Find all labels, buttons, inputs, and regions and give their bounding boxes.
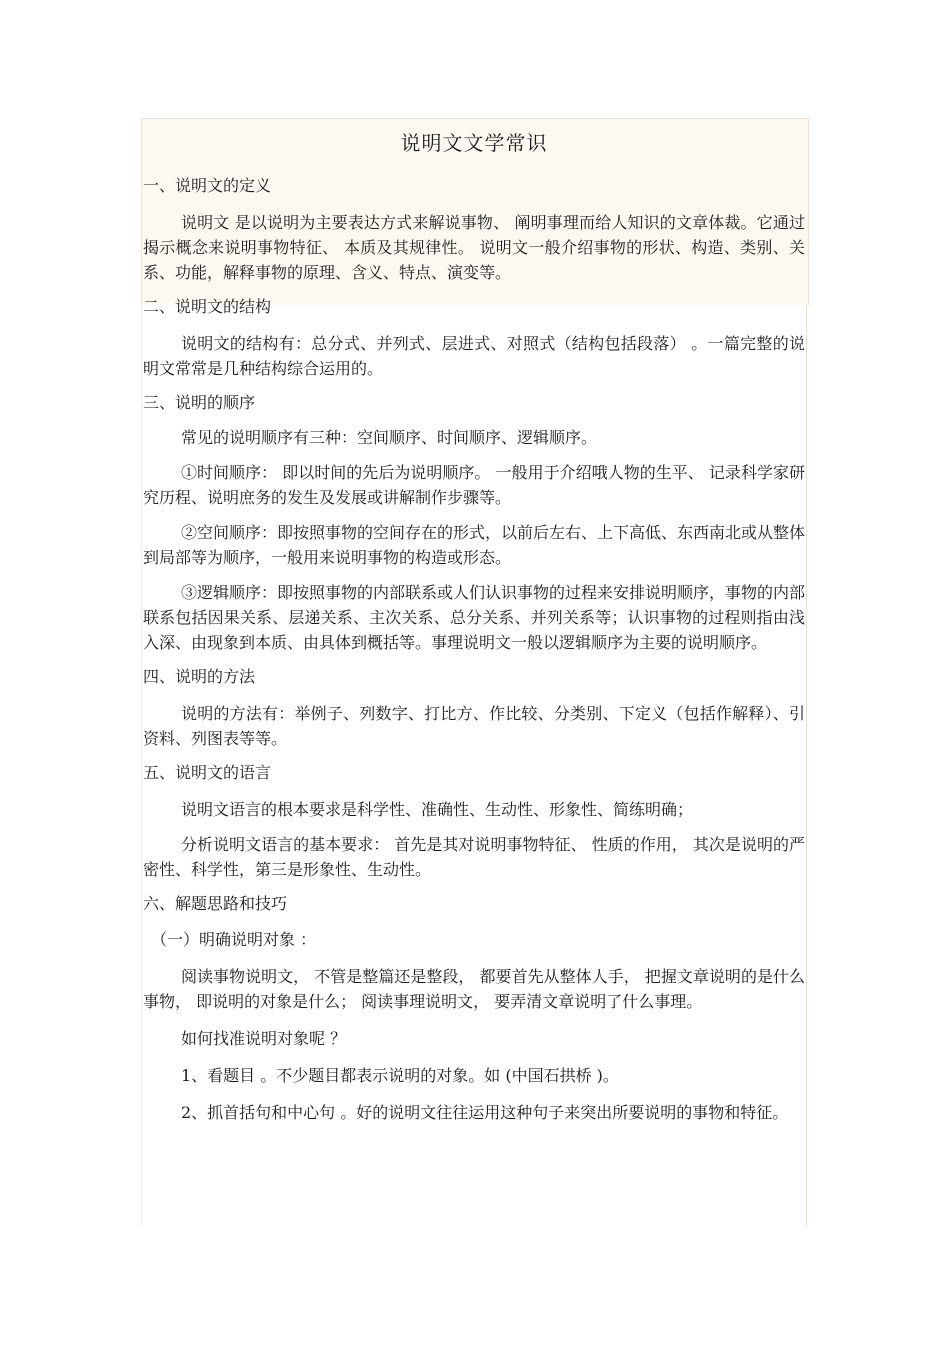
section-heading-definition: 一、说明文的定义 bbox=[143, 176, 272, 195]
language-analysis-paragraph: 分析说明文语言的基本要求： 首先是其对说明事物特征、 性质的作用， 其次是说明的严密性、科学性，第三是形象性、生动性。 bbox=[143, 835, 805, 879]
document-title: 说明文文学常识 bbox=[400, 131, 548, 155]
section-heading-methods: 四、说明的方法 bbox=[143, 667, 256, 686]
document-content bbox=[143, 118, 805, 1125]
left-border bbox=[141, 304, 142, 1226]
section-heading-language: 五、说明文的语言 bbox=[143, 763, 272, 782]
subsection-heading-object: （一）明确说明对象 ： bbox=[151, 930, 317, 949]
structure-paragraph: 说明文的结构有：总分式、并列式、层进式、对照式（结构包括段落） 。一篇完整的说明文常常是几种结构综合运用的。 bbox=[143, 334, 805, 378]
section-heading-techniques: 六、解题思路和技巧 bbox=[143, 894, 288, 913]
tip-title-paragraph: 1、看题目 。不少题目都表示说明的对象。如 (中国石拱桥 )。 bbox=[181, 1066, 619, 1085]
time-order-paragraph: ①时间顺序： 即以时间的先后为说明顺序。 一般用于介绍哦人物的生平、 记录科学家研究历程、说明庶务的发生及发展或讲解制作步骤等。 bbox=[143, 463, 805, 507]
methods-paragraph: 说明的方法有：举例子、列数字、打比方、作比较、分类别、下定义（包括作解释）、引资料、列图表等等。 bbox=[143, 704, 805, 748]
logic-order-paragraph: ③逻辑顺序：即按照事物的内部联系或人们认识事物的过程来安排说明顺序，事物的内部联系包括因果关系、层递关系、主次关系、总分关系、并列关系等；认识事物的过程则指由浅入深、由现象到本质、由具体到概括等。事理说明文一般以逻辑顺序为主要的说明顺序。 bbox=[143, 583, 806, 652]
language-requirement-paragraph: 说明文语言的根本要求是科学性、准确性、生动性、形象性、简练明确； bbox=[181, 800, 694, 819]
space-order-paragraph: ②空间顺序：即按照事物的空间存在的形式，以前后左右、上下高低、东西南北或从整体到局部等为顺序，一般用来说明事物的构造或形态。 bbox=[143, 523, 806, 567]
order-intro-paragraph: 常见的说明顺序有三种：空间顺序、时间顺序、逻辑顺序。 bbox=[181, 428, 598, 447]
object-paragraph: 阅读事物说明文， 不管是整篇还是整段， 都要首先从整体人手， 把握文章说明的是什么事物， 即说明的对象是什么； 阅读事理说明文， 要弄清文章说明了什么事理。 bbox=[143, 967, 805, 1011]
tip-topic-sentence-paragraph: 2、抓首括句和中心句 。好的说明文往往运用这种句子来突出所要说明的事物和特征。 bbox=[181, 1103, 789, 1122]
definition-paragraph: 说明文 是以说明为主要表达方式来解说事物、 阐明事理而给人知识的文章体裁。它通过揭示概念来说明事物特征、 本质及其规律性。 说明文一般介绍事物的形状、构造、类别、关系、功能，解释事物的原理、含义、特点、演变等。 bbox=[143, 213, 805, 282]
right-border bbox=[806, 304, 807, 1226]
find-object-question: 如何找准说明对象呢 ？ bbox=[181, 1029, 347, 1048]
section-heading-order: 三、说明的顺序 bbox=[143, 393, 256, 412]
section-heading-structure: 二、说明文的结构 bbox=[143, 297, 272, 316]
